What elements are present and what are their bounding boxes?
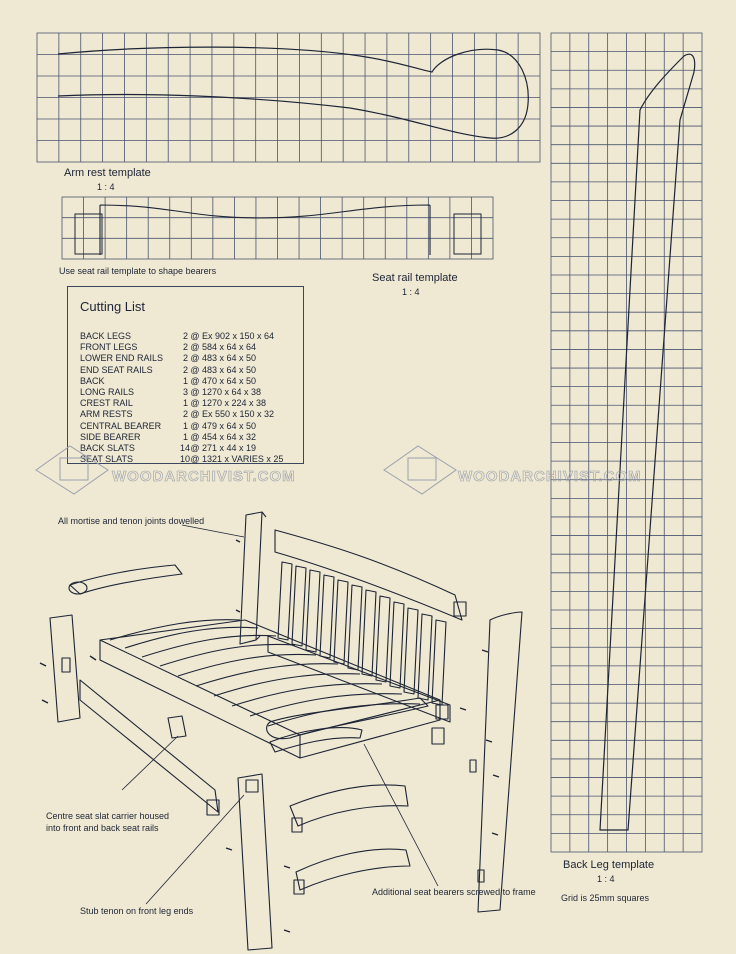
cutting-list-size: 470 x 64 x 50	[202, 375, 257, 386]
cutting-list-size: 584 x 64 x 64	[202, 342, 257, 353]
watermark-right: WOODARCHIVIST.COM	[458, 468, 642, 485]
cutting-list-at: @	[190, 420, 200, 431]
centre-carrier	[168, 716, 186, 738]
lower-end-rail	[80, 680, 218, 812]
cutting-list-size: 479 x 64 x 50	[202, 420, 257, 431]
arm-rest-scale: 1 : 4	[97, 182, 115, 192]
cutting-list-part: SEAT SLATS	[80, 454, 134, 465]
cutting-list-qty: 2	[182, 409, 188, 420]
cutting-list-size: 1321 x VARIES x 25	[202, 454, 284, 465]
cutting-list-at: @	[190, 454, 200, 465]
seat-rail-title: Seat rail template	[372, 272, 458, 284]
annotation-joints: All mortise and tenon joints dowelled	[58, 516, 205, 526]
cutting-list-part: ARM RESTS	[80, 409, 133, 420]
cutting-list-qty: 3	[182, 386, 188, 397]
annotation-bearers: Additional seat bearers screwed to frame	[372, 887, 536, 897]
cutting-list-part: BACK SLATS	[80, 442, 135, 453]
watermark-left: WOODARCHIVIST.COM	[112, 468, 296, 485]
cutting-list-part: CREST RAIL	[80, 398, 133, 409]
cutting-list-title: Cutting List	[80, 299, 146, 314]
cutting-list-part: FRONT LEGS	[80, 342, 138, 353]
cutting-list-size: 483 x 64 x 50	[202, 364, 257, 375]
arm-rest-title: Arm rest template	[64, 167, 151, 179]
annotation-centre-carrier-1: Centre seat slat carrier housed	[46, 811, 170, 821]
cutting-list-at: @	[190, 398, 200, 409]
cutting-list-at: @	[190, 386, 200, 397]
cutting-list-qty: 2	[182, 331, 188, 341]
annotation-stub-tenon: Stub tenon on front leg ends	[80, 906, 194, 916]
cutting-list-qty: 1	[182, 431, 188, 442]
back-leg-title: Back Leg template	[563, 859, 655, 871]
seat-rail-note: Use seat rail template to shape bearers	[59, 266, 217, 276]
cutting-list-size: 271 x 44 x 19	[202, 442, 257, 453]
cutting-list-size: 454 x 64 x 32	[202, 431, 257, 442]
seat-rail-scale: 1 : 4	[402, 287, 420, 297]
cutting-list-qty: 1	[182, 375, 188, 386]
cutting-list-qty: 1	[182, 398, 188, 409]
cutting-list-qty: 10	[180, 454, 191, 465]
cutting-list-size: 483 x 64 x 50	[202, 353, 257, 364]
back-leg-right	[478, 612, 522, 912]
seat-bearer-upper	[290, 785, 408, 826]
cutting-list-at: @	[190, 409, 200, 420]
cutting-list-part: END SEAT RAILS	[80, 364, 153, 375]
cutting-list-at: @	[190, 442, 200, 453]
cutting-list-part: BACK	[80, 375, 105, 386]
cutting-list-at: @	[190, 364, 200, 375]
grid-note: Grid is 25mm squares	[561, 893, 650, 903]
cutting-list-at: @	[190, 353, 200, 364]
cutting-list-at: @	[190, 342, 200, 353]
back-leg-left	[240, 512, 262, 644]
cutting-list-part: LONG RAILS	[80, 386, 135, 397]
cutting-list-at: @	[190, 375, 200, 386]
cutting-list-size: 1270 x 64 x 38	[202, 386, 262, 397]
cutting-list-qty: 1	[182, 420, 188, 431]
front-leg-left	[50, 615, 80, 722]
cutting-list-qty: 14	[180, 442, 191, 453]
cutting-list-part: LOWER END RAILS	[80, 353, 164, 364]
cutting-list-qty: 2	[182, 342, 188, 353]
annotation-centre-carrier-2: into front and back seat rails	[46, 823, 159, 833]
cutting-list-at: @	[190, 331, 200, 341]
cutting-list-qty: 2	[182, 364, 188, 375]
seat-bearer-lower	[296, 849, 410, 890]
cutting-list-part: CENTRAL BEARER	[80, 420, 162, 431]
cutting-list-size: 1270 x 224 x 38	[202, 398, 267, 409]
cutting-list-at: @	[190, 431, 200, 442]
cutting-list-size: Ex 550 x 150 x 32	[202, 409, 275, 420]
cutting-list-part: BACK LEGS	[80, 331, 132, 341]
cutting-list-qty: 2	[182, 353, 188, 364]
dowels	[40, 540, 499, 932]
crest-rail	[275, 530, 462, 620]
back-leg-scale: 1 : 4	[597, 874, 615, 884]
cutting-list-part: SIDE BEARER	[80, 431, 141, 442]
cutting-list-size: Ex 902 x 150 x 64	[202, 331, 275, 341]
front-leg-right	[238, 774, 272, 950]
